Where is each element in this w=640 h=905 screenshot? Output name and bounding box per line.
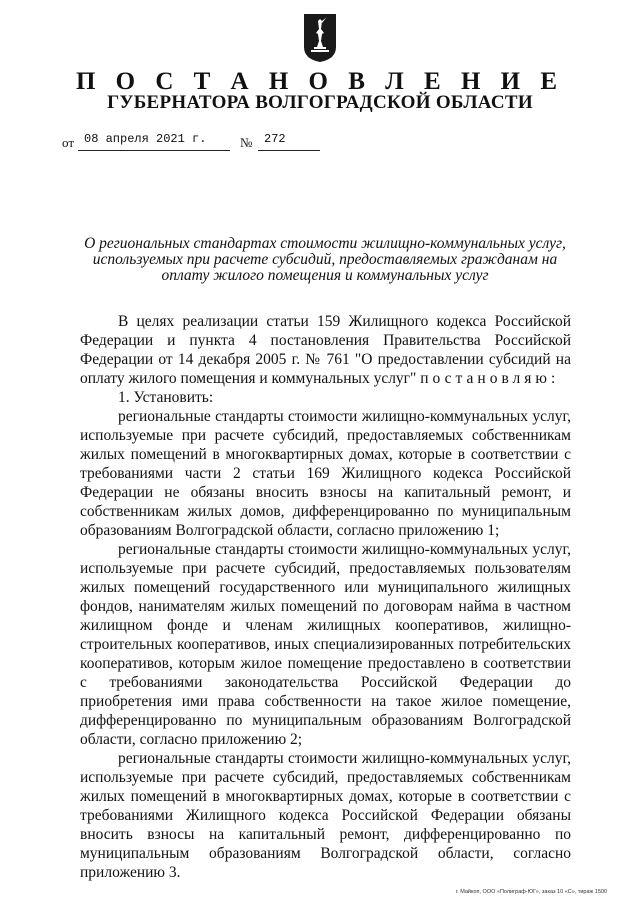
resolve-word: постановляю: — [420, 370, 560, 387]
standards-paragraph-3: региональные стандарты стоимости жилищно-коммунальных услуг, используемые при расчете субсидий, предоставляемых собственникам жилых помещений в многоквартирных домах, которые в соответствии с требованиями Жилищного кодекса Российской Федерации обязаны вносить взносы на капитальный ремонт, дифференцированно по муниципальным образованиям Волгоградской области, согласно приложению 3. — [80, 750, 571, 881]
document-type-title: П О С Т А Н О В Л Е Н И Е — [75, 68, 565, 95]
date-underline — [78, 150, 230, 151]
document-body — [80, 312, 571, 882]
number-value: 272 — [264, 132, 286, 146]
date-value: 08 апреля 2021 г. — [84, 132, 207, 146]
preamble-paragraph — [80, 312, 571, 388]
preamble-text: В целях реализации статьи 159 Жилищного кодекса Российской Федерации и пункта 4 постановления Правительства Российской Федерации от 14 декабря 2005 г. № 761 "О предоставлении субсидий на оплату жилого помещения и коммунальных услуг" — [80, 313, 571, 387]
document-subject: О региональных стандартах стоимости жилищно-коммунальных услуг, используемых при расчете субсидий, предоставляемых гражданам на оплату жилого помещения и коммунальных услуг — [84, 235, 566, 284]
standards-paragraph-2: региональные стандарты стоимости жилищно-коммунальных услуг, используемые при расчете субсидий, предоставляемых пользователям жилых помещений государственного или муниципального жилищных фондов, нанимателям жилых помещений по договорам найма в частном жилищном фонде и членам жилищных кооперативов, жилищно-строительных кооперативов, иных специализированных потребительских кооперативов, которым жилое помещение предоставлено в соответствии с требованиями законодательства Российской Федерации до приобретения ими права собственности на такое жилое помещение, дифференцированно по муниципальным образованиям Волгоградской области, согласно приложению 2; — [80, 541, 571, 748]
issuer-title: ГУБЕРНАТОРА ВОЛГОГРАДСКОЙ ОБЛАСТИ — [107, 92, 533, 113]
print-info-footer: г. Майкоп, ООО «Полиграф-ЮГ», заказ 10 «С», тираж 1500 — [455, 889, 607, 895]
number-underline — [258, 150, 320, 151]
item-1-heading: 1. Установить: — [118, 389, 214, 406]
number-label: № — [240, 135, 253, 150]
coat-of-arms-icon — [303, 13, 337, 63]
date-label: от — [62, 135, 75, 150]
standards-paragraph-1: региональные стандарты стоимости жилищно-коммунальных услуг, используемые при расчете субсидий, предоставляемых собственникам жилых помещений в многоквартирных домах, которые в соответствии с требованиями части 2 статьи 169 Жилищного кодекса Российской Федерации не обязаны вносить взносы на капитальный ремонт, и собственникам жилых домов, дифференцированно по муниципальным образованиям Волгоградской области, согласно приложению 1; — [80, 408, 571, 539]
